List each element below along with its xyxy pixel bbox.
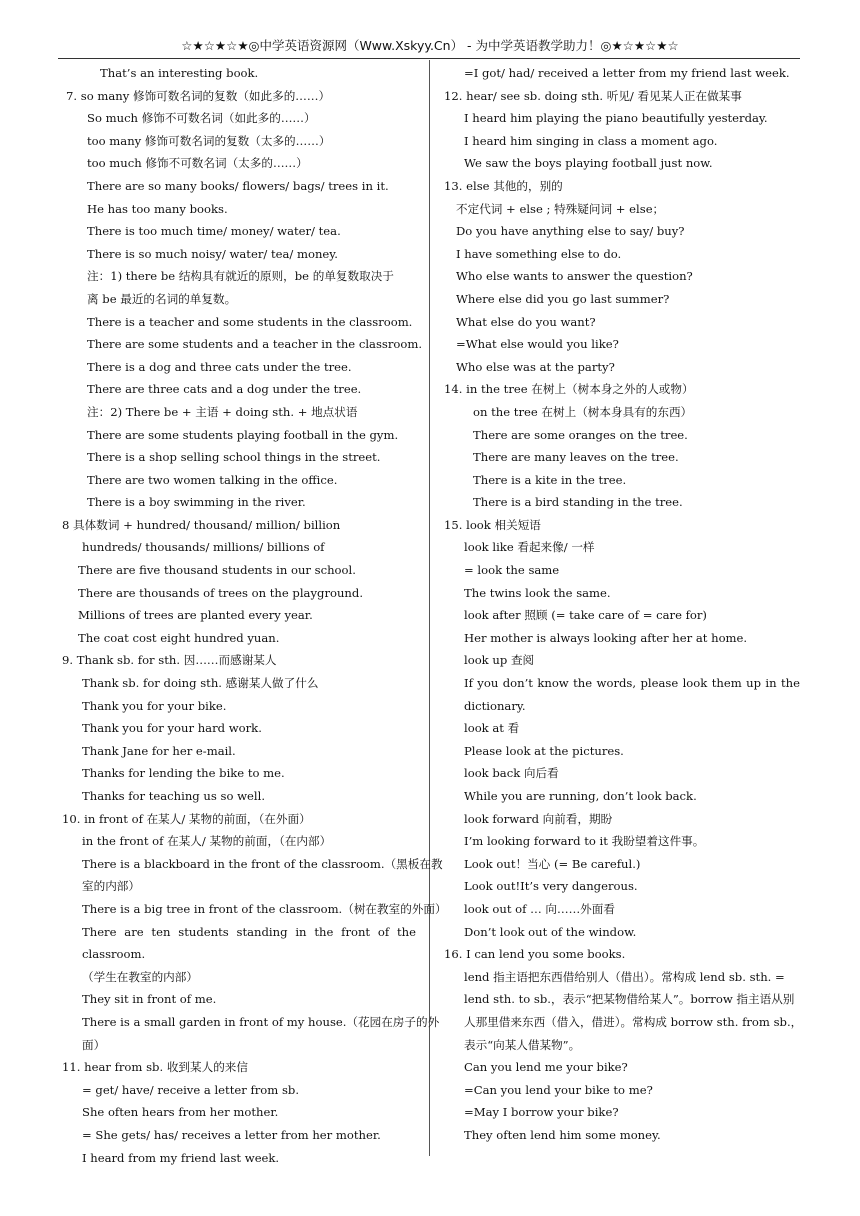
text-line: There is a teacher and some students in the classroom. — [87, 314, 413, 329]
section-heading: 11. hear from sb. 收到某人的来信 — [62, 1060, 248, 1075]
text-line: 不定代词 + else ; 特殊疑问词 + else； — [456, 201, 665, 216]
text-line: 人那里借来东西（借入，借进）。常构成 borrow sth. from sb.， — [464, 1014, 803, 1029]
text-line: too many 修饰可数名词的复数（太多的……） — [87, 133, 331, 148]
text-line: Thank you for your hard work. — [82, 721, 262, 736]
section-heading: 15. look 相关短语 — [444, 517, 541, 532]
text-line: There is so much noisy/ water/ tea/ money. — [87, 246, 338, 261]
text-line: hundreds/ thousands/ millions/ billions of — [82, 540, 325, 555]
note-line: 注：2) There be + 主语 + doing sth. + 地点状语 — [87, 404, 358, 419]
text-line: look out of … 向……外面看 — [464, 901, 615, 916]
column-divider — [429, 60, 430, 1156]
text-line: There is a blackboard in the front of the classroom.（黑板在教 — [82, 856, 443, 871]
text-line: There are two women talking in the office. — [87, 472, 338, 487]
text-line: Thanks for teaching us so well. — [82, 789, 266, 803]
text-line: There is a shop selling school things in the street. — [87, 450, 381, 465]
text-line: Do you have anything else to say/ buy? — [456, 224, 685, 239]
text-line: =Can you lend your bike to me? — [464, 1082, 653, 1097]
text-line: We saw the boys playing football just now. — [464, 156, 713, 171]
section-heading: 10. in front of 在某人/ 某物的前面，（在外面） — [62, 811, 311, 826]
text-line: There is a kite in the tree. — [473, 472, 627, 487]
text-line: He has too many books. — [87, 201, 228, 216]
text-line: If you don’t know the words, please look them up in the — [464, 676, 800, 691]
text-line: 面） — [82, 1037, 106, 1052]
text-line: There are three cats and a dog under the tree. — [87, 382, 362, 397]
text-line: I heard him singing in class a moment ago. — [464, 133, 718, 148]
page-header: ☆★☆★☆★◎中学英语资源网（Www.Xskyy.Cn） - 为中学英语教学助力！◎★☆★☆★☆ — [181, 38, 679, 53]
text-line: I heard him playing the piano beautifully yesterday. — [464, 111, 768, 126]
section-heading: 12. hear/ see sb. doing sth. 听见/ 看见某人正在做某事 — [444, 88, 742, 103]
text-line: They sit in front of me. — [82, 992, 217, 1007]
text-line: There is a small garden in front of my house.（花园在房子的外 — [82, 1014, 440, 1029]
section-heading: 9. Thank sb. for sth. 因……而感谢某人 — [62, 653, 277, 668]
header-divider — [58, 58, 800, 59]
text-line: dictionary. — [464, 698, 526, 713]
text-line: Don’t look out of the window. — [464, 924, 637, 939]
text-line: look forward 向前看，期盼 — [464, 811, 613, 826]
text-line: Thank Jane for her e-mail. — [82, 743, 236, 758]
text-line: in the front of 在某人/ 某物的前面，（在内部） — [82, 834, 332, 849]
text-line: Millions of trees are planted every year. — [78, 608, 313, 623]
text-line: While you are running, don’t look back. — [464, 789, 697, 803]
text-line: I have something else to do. — [456, 246, 622, 261]
text-line: There are some oranges on the tree. — [473, 427, 688, 442]
text-line: too much 修饰不可数名词（太多的……） — [87, 156, 308, 171]
text-line: There is a dog and three cats under the tree. — [87, 359, 352, 374]
text-line: There are so many books/ flowers/ bags/ trees in it. — [87, 178, 389, 193]
text-line: Who else wants to answer the question? — [456, 269, 693, 284]
text-line: Can you lend me your bike? — [464, 1060, 628, 1075]
note-line: 离 be 最近的名词的单复数。 — [87, 291, 237, 306]
text-line: look back 向后看 — [464, 766, 559, 781]
text-line: The coat cost eight hundred yuan. — [78, 630, 280, 645]
text-line: look after 照顾 (= take care of = care for) — [464, 608, 707, 623]
note-line: 注：1) there be 结构具有就近的原则，be 的单复数取决于 — [87, 269, 394, 284]
text-line: Where else did you go last summer? — [456, 291, 670, 306]
section-heading: 14. in the tree 在树上（树本身之外的人或物） — [444, 382, 694, 397]
text-line: look at 看 — [464, 721, 520, 736]
text-line: There is a big tree in front of the classroom.（树在教室的外面） — [82, 901, 447, 916]
text-line: I’m looking forward to it 我盼望着这件事。 — [464, 834, 705, 849]
text-line: look up 查阅 — [464, 653, 535, 668]
text-line: There are five thousand students in our school. — [78, 563, 356, 578]
text-line: So much 修饰不可数名词（如此多的……） — [87, 111, 316, 126]
text-line: = get/ have/ receive a letter from sb. — [82, 1082, 299, 1097]
text-line: There are some students and a teacher in the classroom. — [87, 337, 423, 352]
text-line: 室的内部） — [82, 879, 140, 894]
text-line: lend sth. to sb.，表示“把某物借给某人”。borrow 指主语从别 — [464, 992, 795, 1007]
text-line: There are some students playing football in the gym. — [87, 427, 399, 442]
text-line: There is too much time/ money/ water/ tea. — [87, 224, 341, 239]
text-line: （学生在教室的内部） — [82, 969, 198, 984]
text-line: =I got/ had/ received a letter from my friend last week. — [464, 66, 790, 80]
text-line: Look out!It’s very dangerous. — [464, 879, 638, 894]
left-column — [58, 62, 447, 1169]
text-line: on the tree 在树上（树本身具有的东西） — [473, 404, 693, 419]
text-line: =What else would you like? — [456, 337, 619, 352]
text-line: = She gets/ has/ receives a letter from her mother. — [82, 1127, 381, 1142]
text-line: 表示“向某人借某物”。 — [464, 1037, 581, 1052]
text-line: They often lend him some money. — [464, 1127, 661, 1142]
text-line: There are ten students standing in the front of the classroom. — [82, 924, 416, 962]
text-line: That’s an interesting book. — [100, 66, 259, 80]
section-heading: 7. so many 修饰可数名词的复数（如此多的……） — [66, 88, 331, 103]
text-line: I heard from my friend last week. — [82, 1150, 280, 1165]
text-line: Thank you for your bike. — [82, 698, 227, 713]
text-line: There is a bird standing in the tree. — [473, 495, 683, 510]
text-line: There is a boy swimming in the river. — [87, 495, 306, 510]
text-line: =May I borrow your bike? — [464, 1105, 619, 1120]
text-line: Thanks for lending the bike to me. — [82, 766, 285, 781]
section-heading: 8 具体数词 + hundred/ thousand/ million/ billion — [62, 517, 341, 532]
text-line: She often hears from her mother. — [82, 1105, 279, 1120]
text-line: Her mother is always looking after her at home. — [464, 630, 748, 645]
text-line: Thank sb. for doing sth. 感谢某人做了什么 — [82, 676, 319, 691]
text-line: Who else was at the party? — [456, 359, 615, 374]
right-column — [440, 62, 803, 1147]
text-line: lend 指主语把东西借给别人（借出）。常构成 lend sb. sth. = — [464, 969, 785, 984]
text-line: Look out！当心 (= Be careful.) — [464, 856, 641, 871]
section-heading: 16. I can lend you some books. — [444, 947, 626, 962]
text-line: There are thousands of trees on the playground. — [78, 585, 364, 600]
text-line: The twins look the same. — [464, 585, 611, 600]
text-line: Please look at the pictures. — [464, 743, 624, 758]
section-heading: 13. else 其他的，别的 — [444, 178, 563, 193]
text-line: = look the same — [464, 563, 560, 578]
text-line: There are many leaves on the tree. — [473, 450, 679, 465]
text-line: look like 看起来像/ 一样 — [464, 540, 595, 555]
text-line: What else do you want? — [456, 314, 596, 329]
